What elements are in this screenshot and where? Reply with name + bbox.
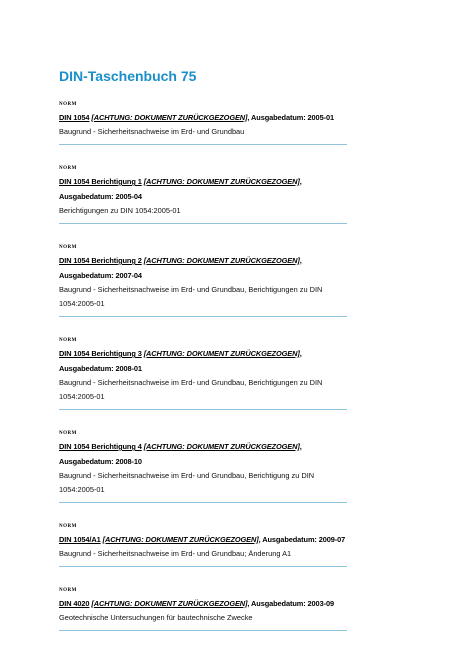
entry-description: Baugrund - Sicherheitsnachweise im Erd- und Grundbau; Änderung A1 bbox=[59, 549, 292, 558]
entry-description: Baugrund - Sicherheitsnachweise im Erd- und Grundbau, Berichtigung zu DIN 1054:2005-01 bbox=[59, 471, 315, 494]
entry-heading bbox=[59, 253, 347, 283]
entry-description: Baugrund - Sicherheitsnachweise im Erd- und Grundbau bbox=[59, 127, 245, 136]
issue-date: , Ausgabedatum: 2005-01 bbox=[247, 113, 334, 122]
norm-label: NORM bbox=[59, 338, 77, 343]
norm-label: NORM bbox=[59, 245, 77, 250]
entry-heading bbox=[59, 439, 347, 469]
list-item bbox=[59, 523, 347, 567]
entry-description: Baugrund - Sicherheitsnachweise im Erd- und Grundbau, Berichtigungen zu DIN 1054:2005-01 bbox=[59, 285, 323, 308]
norm-label: NORM bbox=[59, 431, 77, 436]
issue-date: , Ausgabedatum: 2003-09 bbox=[247, 599, 334, 608]
issue-date: , Ausgabedatum: 2005-04 bbox=[59, 177, 302, 201]
issue-date: , Ausgabedatum: 2009-07 bbox=[258, 535, 346, 544]
list-item bbox=[59, 430, 347, 503]
document-page bbox=[59, 68, 347, 651]
norm-label: NORM bbox=[59, 588, 77, 593]
list-item bbox=[59, 587, 347, 631]
norm-label: NORM bbox=[59, 166, 77, 171]
document-link[interactable]: DIN 1054 Berichtigung 2 bbox=[59, 256, 142, 265]
entry-description: Geotechnische Untersuchungen für bautechnische Zwecke bbox=[59, 613, 253, 622]
document-link[interactable]: DIN 1054/A1 bbox=[59, 535, 101, 544]
issue-date: , Ausgabedatum: 2008-10 bbox=[59, 442, 302, 466]
document-link[interactable]: DIN 1054 Berichtigung 1 bbox=[59, 177, 142, 186]
entry-heading bbox=[59, 174, 347, 204]
withdrawn-status[interactable]: [ACHTUNG: DOKUMENT ZURÜCKGEZOGEN] bbox=[143, 256, 300, 265]
entry-heading bbox=[59, 532, 347, 547]
issue-date: , Ausgabedatum: 2007-04 bbox=[59, 256, 302, 280]
norm-label: NORM bbox=[59, 524, 77, 529]
withdrawn-status[interactable]: [ACHTUNG: DOKUMENT ZURÜCKGEZOGEN] bbox=[143, 349, 300, 358]
withdrawn-status[interactable]: [ACHTUNG: DOKUMENT ZURÜCKGEZOGEN] bbox=[91, 599, 248, 608]
entry-heading bbox=[59, 110, 347, 125]
entry-heading bbox=[59, 596, 347, 611]
document-link[interactable]: DIN 1054 Berichtigung 3 bbox=[59, 349, 142, 358]
withdrawn-status[interactable]: [ACHTUNG: DOKUMENT ZURÜCKGEZOGEN] bbox=[102, 535, 259, 544]
entry-description: Berichtigungen zu DIN 1054:2005-01 bbox=[59, 206, 181, 215]
issue-date: , Ausgabedatum: 2008-01 bbox=[59, 349, 302, 373]
withdrawn-status[interactable]: [ACHTUNG: DOKUMENT ZURÜCKGEZOGEN] bbox=[143, 177, 300, 186]
list-item bbox=[59, 337, 347, 410]
list-item bbox=[59, 165, 347, 224]
norm-label: NORM bbox=[59, 102, 77, 107]
entry-heading bbox=[59, 346, 347, 376]
withdrawn-status[interactable]: [ACHTUNG: DOKUMENT ZURÜCKGEZOGEN] bbox=[91, 113, 248, 122]
withdrawn-status[interactable]: [ACHTUNG: DOKUMENT ZURÜCKGEZOGEN] bbox=[143, 442, 300, 451]
document-link[interactable]: DIN 1054 Berichtigung 4 bbox=[59, 442, 142, 451]
list-item bbox=[59, 101, 347, 145]
page-title: DIN-Taschenbuch 75 bbox=[59, 68, 197, 84]
list-item bbox=[59, 244, 347, 317]
entry-description: Baugrund - Sicherheitsnachweise im Erd- und Grundbau, Berichtigungen zu DIN 1054:2005-01 bbox=[59, 378, 323, 401]
document-link[interactable]: DIN 1054 bbox=[59, 113, 90, 122]
document-link[interactable]: DIN 4020 bbox=[59, 599, 90, 608]
